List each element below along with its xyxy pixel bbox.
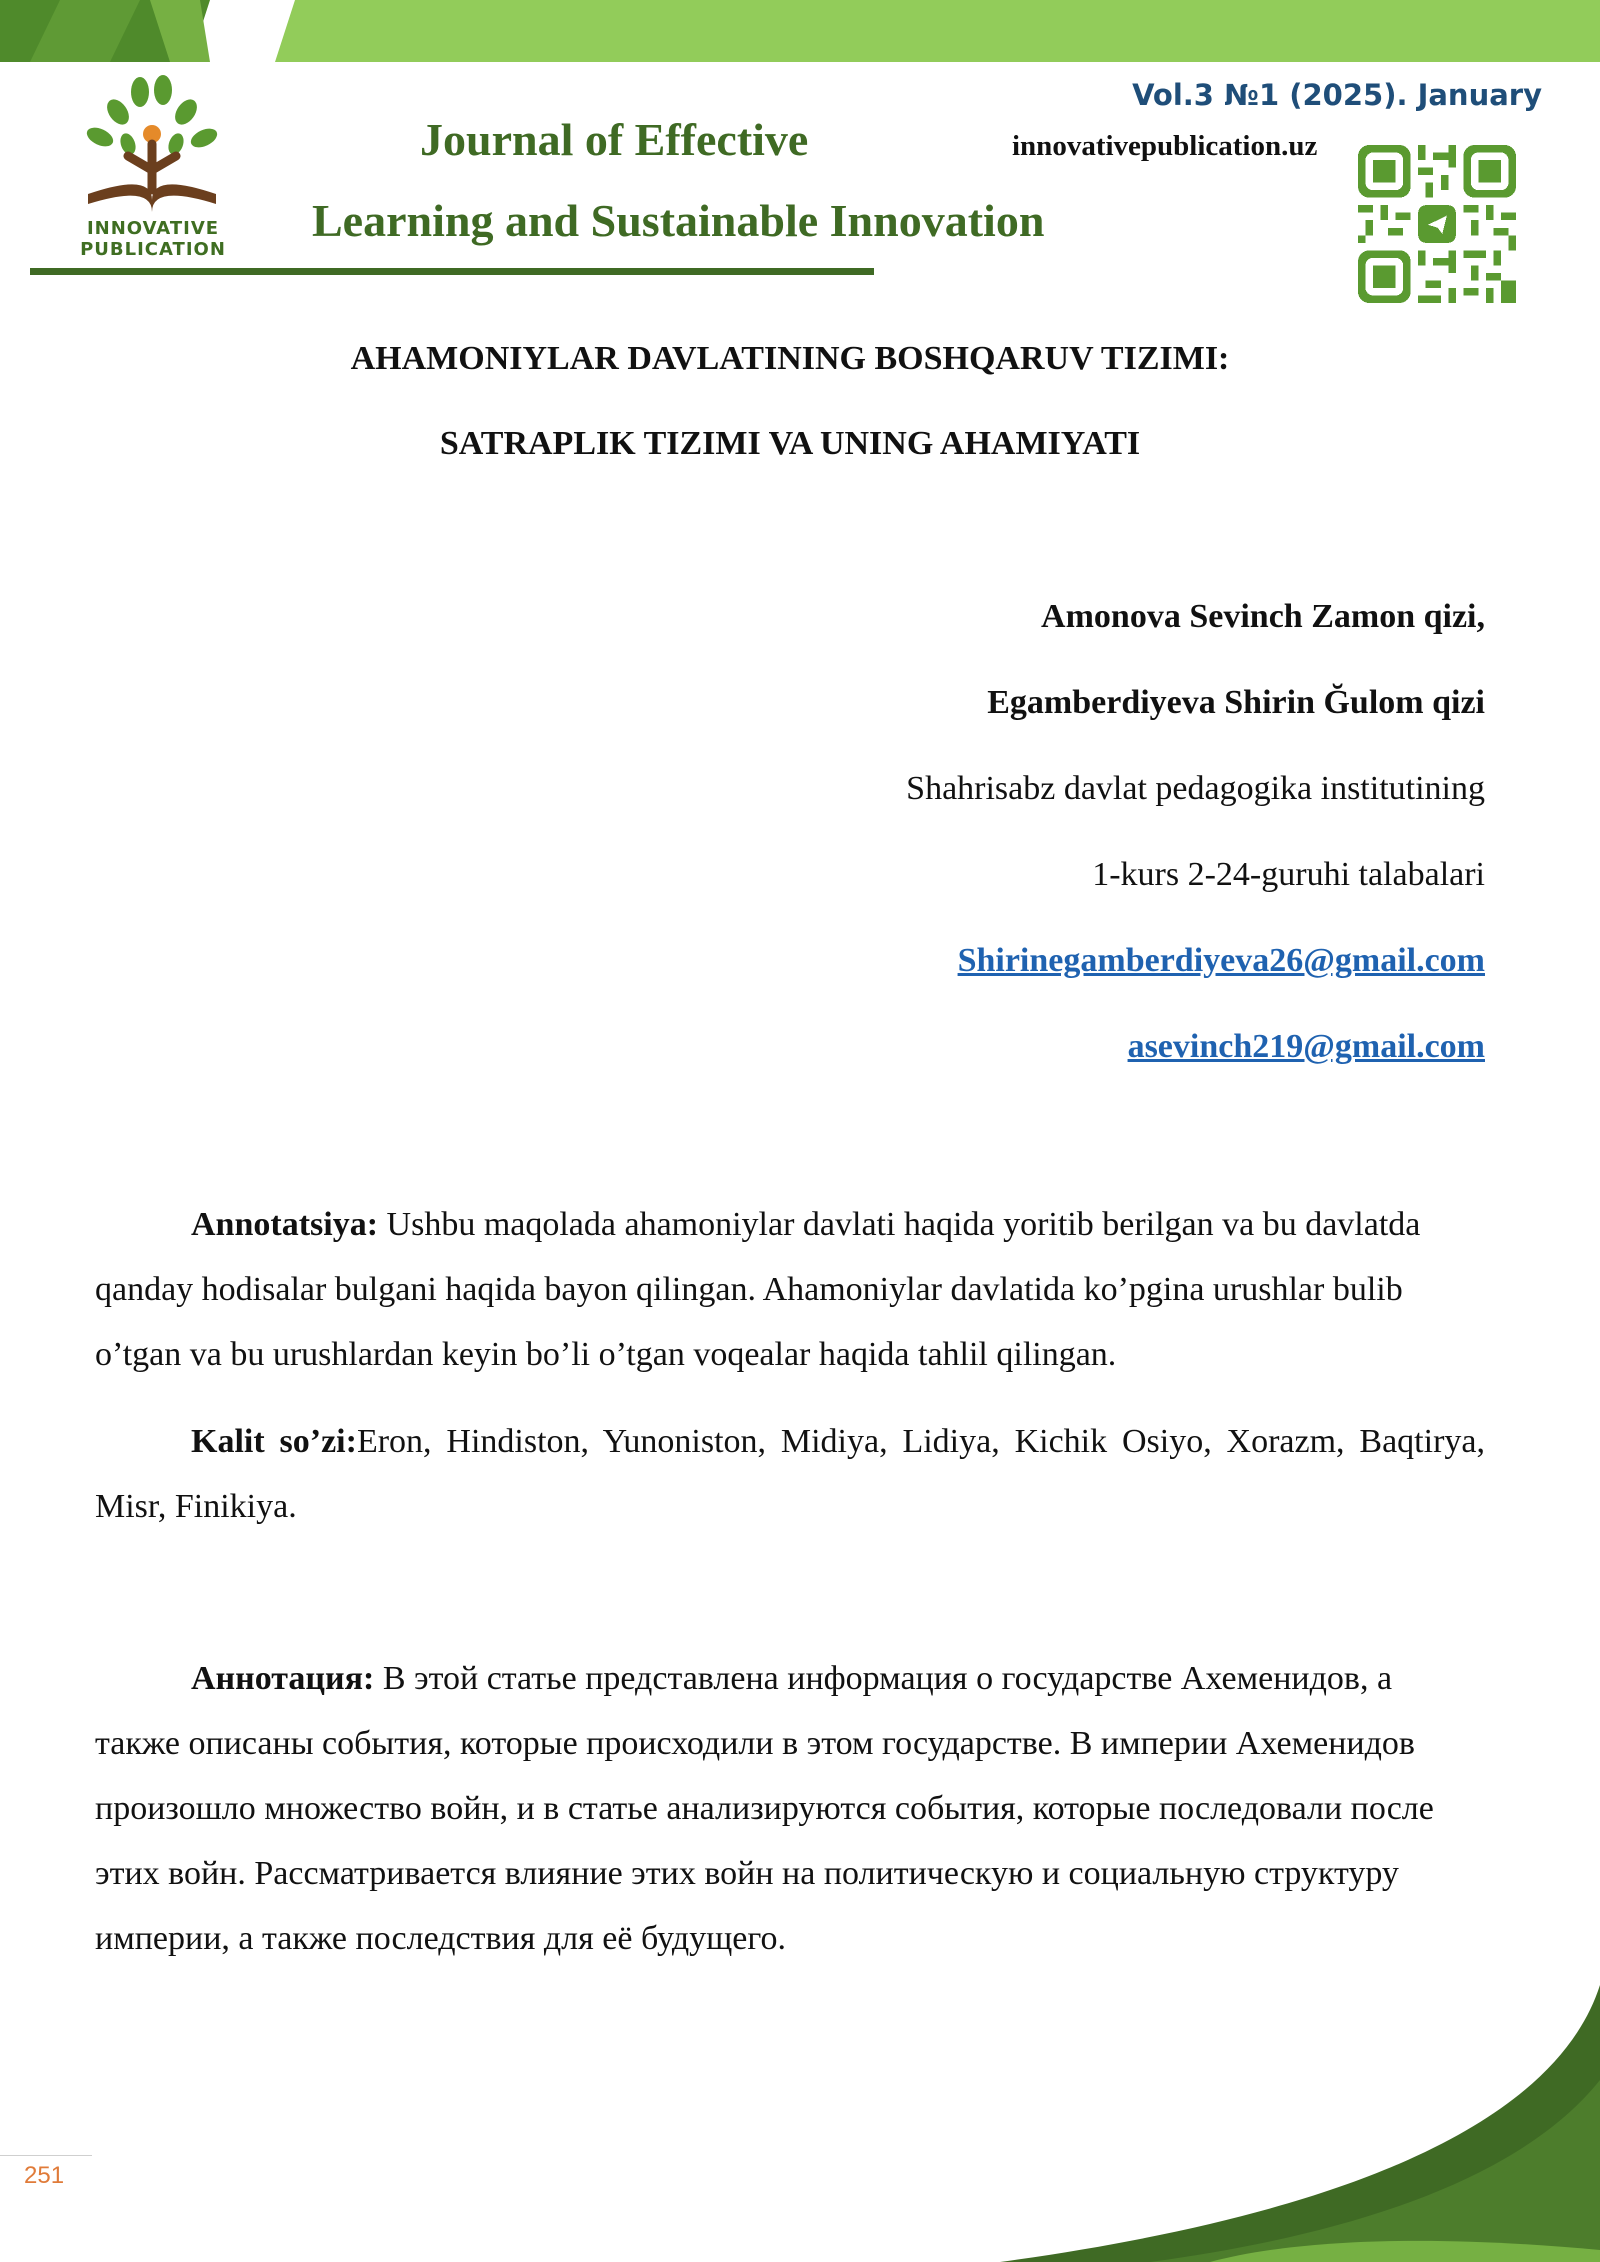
affiliation-line2: 1-kurs 2-24-guruhi talabalari [1092, 856, 1485, 893]
abstract-uz-text: Ushbu maqolada ahamoniylar davlati haqida yoritib berilgan va bu davlatda qanday hodisalar bulgani haqida bayon qilingan. Ahamoniylar davlatida ko’pgina urushlar bulib o’tgan va bu urushlardan keyin bo’li o’tgan voqealar haqida tahlil qilingan. [95, 1206, 1421, 1373]
email-link-1[interactable]: Shirinegamberdiyeva26@gmail.com [957, 942, 1485, 979]
article-title-line2: SATRAPLIK TIZIMI VA UNING AHAMIYATI [439, 425, 1141, 462]
affiliation-line1: Shahrisabz davlat pedagogika institutining [906, 770, 1485, 807]
keywords-text: Eron, Hindiston, Yunoniston, Midiya, Lidiya, Kichik Osiyo, Xorazm, Baqtirya, Misr, Finikiya. [95, 1423, 1485, 1525]
author-2: Egamberdiyeva Shirin Ğulom qizi [987, 684, 1485, 721]
header-band [0, 0, 1600, 62]
abstract-uz-label: Annotatsiya: [191, 1206, 379, 1243]
logo-text: INNOVATIVE PUBLICATION [80, 218, 226, 260]
keywords [95, 1409, 1485, 1539]
header-rule [30, 268, 874, 275]
keywords-label: Kalit so’zi: [191, 1423, 357, 1460]
website-link[interactable]: innovativepublication.uz [1012, 130, 1318, 162]
page-number: 251 [24, 2162, 65, 2189]
qr-code-icon [1358, 145, 1516, 303]
abstract-uz [95, 1192, 1485, 1387]
journal-title-line1: Journal of Effective [420, 114, 809, 165]
article-title-line1: AHAMONIYLAR DAVLATINING BOSHQARUV TIZIMI: [350, 340, 1230, 377]
journal-title-line2: Learning and Sustainable Innovation [312, 195, 1045, 246]
author-1: Amonova Sevinch Zamon qizi, [1041, 598, 1485, 635]
volume-label: Vol.3 №1 (2025). January [1132, 78, 1542, 112]
abstract-ru-text: В этой статье представлена информация о государстве Ахеменидов, а также описаны события, которые происходили в этом государстве. В империи Ахеменидов произошло множество войн, и в статье анализируются события, которые последовали после этих войн. Рассматривается влияние этих войн на политическую и социальную структуру империи, а также последствия для её будущего. [95, 1660, 1434, 1957]
abstract-ru [95, 1646, 1485, 1971]
abstract-ru-label: Аннотация: [191, 1660, 375, 1697]
email-link-2[interactable]: asevinch219@gmail.com [1127, 1028, 1485, 1065]
page-number-rule [0, 2155, 92, 2156]
